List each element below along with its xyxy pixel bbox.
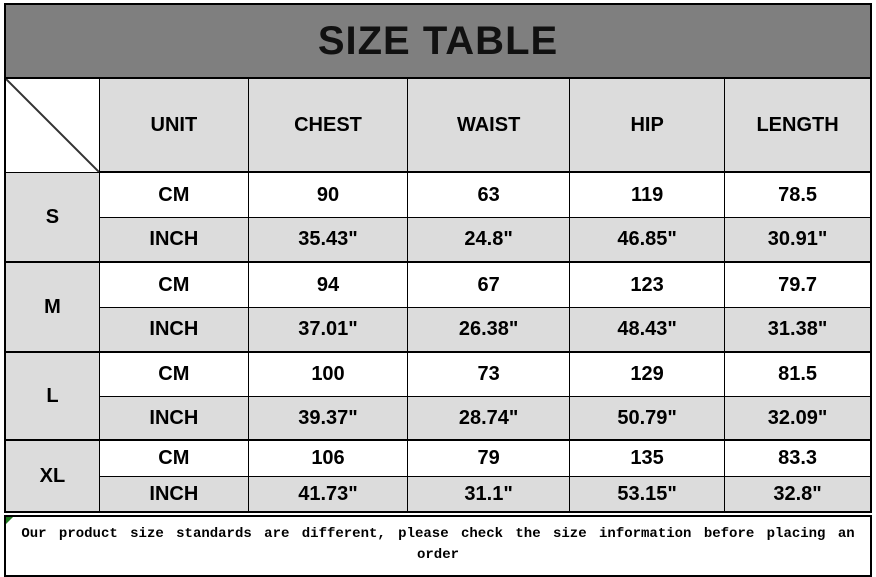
measurement-value: 32.09"	[725, 396, 871, 440]
unit-label: INCH	[99, 396, 248, 440]
unit-label: CM	[99, 172, 248, 217]
table-row	[5, 172, 871, 217]
measurement-value: 24.8"	[408, 217, 570, 262]
unit-label: CM	[99, 262, 248, 307]
size-label-xl: XL	[5, 440, 99, 512]
unit-label: CM	[99, 352, 248, 396]
diagonal-corner-cell	[5, 78, 99, 172]
measurement-value: 135	[570, 440, 725, 476]
measurement-value: 79.7	[725, 262, 871, 307]
measurement-value: 53.15"	[570, 476, 725, 512]
column-header-unit: UNIT	[99, 78, 248, 172]
measurement-value: 106	[248, 440, 407, 476]
table-row	[5, 262, 871, 307]
measurement-value: 26.38"	[408, 307, 570, 352]
measurement-value: 94	[248, 262, 407, 307]
table-row	[5, 352, 871, 396]
measurement-value: 63	[408, 172, 570, 217]
size-table	[4, 77, 872, 513]
measurement-value: 35.43"	[248, 217, 407, 262]
size-chart	[4, 3, 872, 577]
table-row	[5, 217, 871, 262]
diagonal-line-icon	[6, 79, 99, 172]
measurement-value: 67	[408, 262, 570, 307]
column-header-waist: WAIST	[408, 78, 570, 172]
size-table-title: SIZE TABLE	[4, 3, 872, 77]
measurement-value: 31.1"	[408, 476, 570, 512]
column-header-hip: HIP	[570, 78, 725, 172]
measurement-value: 83.3	[725, 440, 871, 476]
measurement-value: 28.74"	[408, 396, 570, 440]
measurement-value: 50.79"	[570, 396, 725, 440]
measurement-value: 73	[408, 352, 570, 396]
measurement-value: 79	[408, 440, 570, 476]
unit-label: INCH	[99, 476, 248, 512]
measurement-value: 32.8"	[725, 476, 871, 512]
size-label-s: S	[5, 172, 99, 262]
header-row	[5, 78, 871, 172]
green-corner-marker-icon	[6, 517, 13, 524]
measurement-value: 129	[570, 352, 725, 396]
footer-note-text: Our product size standards are different, please check the size information before placing an order	[21, 526, 855, 564]
size-label-l: L	[5, 352, 99, 440]
size-label-m: M	[5, 262, 99, 352]
measurement-value: 81.5	[725, 352, 871, 396]
measurement-value: 78.5	[725, 172, 871, 217]
measurement-value: 30.91"	[725, 217, 871, 262]
measurement-value: 46.85"	[570, 217, 725, 262]
measurement-value: 100	[248, 352, 407, 396]
table-row	[5, 307, 871, 352]
measurement-value: 90	[248, 172, 407, 217]
column-header-chest: CHEST	[248, 78, 407, 172]
table-row	[5, 476, 871, 512]
unit-label: INCH	[99, 217, 248, 262]
measurement-value: 31.38"	[725, 307, 871, 352]
measurement-value: 41.73"	[248, 476, 407, 512]
measurement-value: 48.43"	[570, 307, 725, 352]
unit-label: INCH	[99, 307, 248, 352]
unit-label: CM	[99, 440, 248, 476]
measurement-value: 123	[570, 262, 725, 307]
table-row	[5, 440, 871, 476]
measurement-value: 119	[570, 172, 725, 217]
footer-note	[4, 515, 872, 577]
measurement-value: 39.37"	[248, 396, 407, 440]
table-row	[5, 396, 871, 440]
column-header-length: LENGTH	[725, 78, 871, 172]
measurement-value: 37.01"	[248, 307, 407, 352]
